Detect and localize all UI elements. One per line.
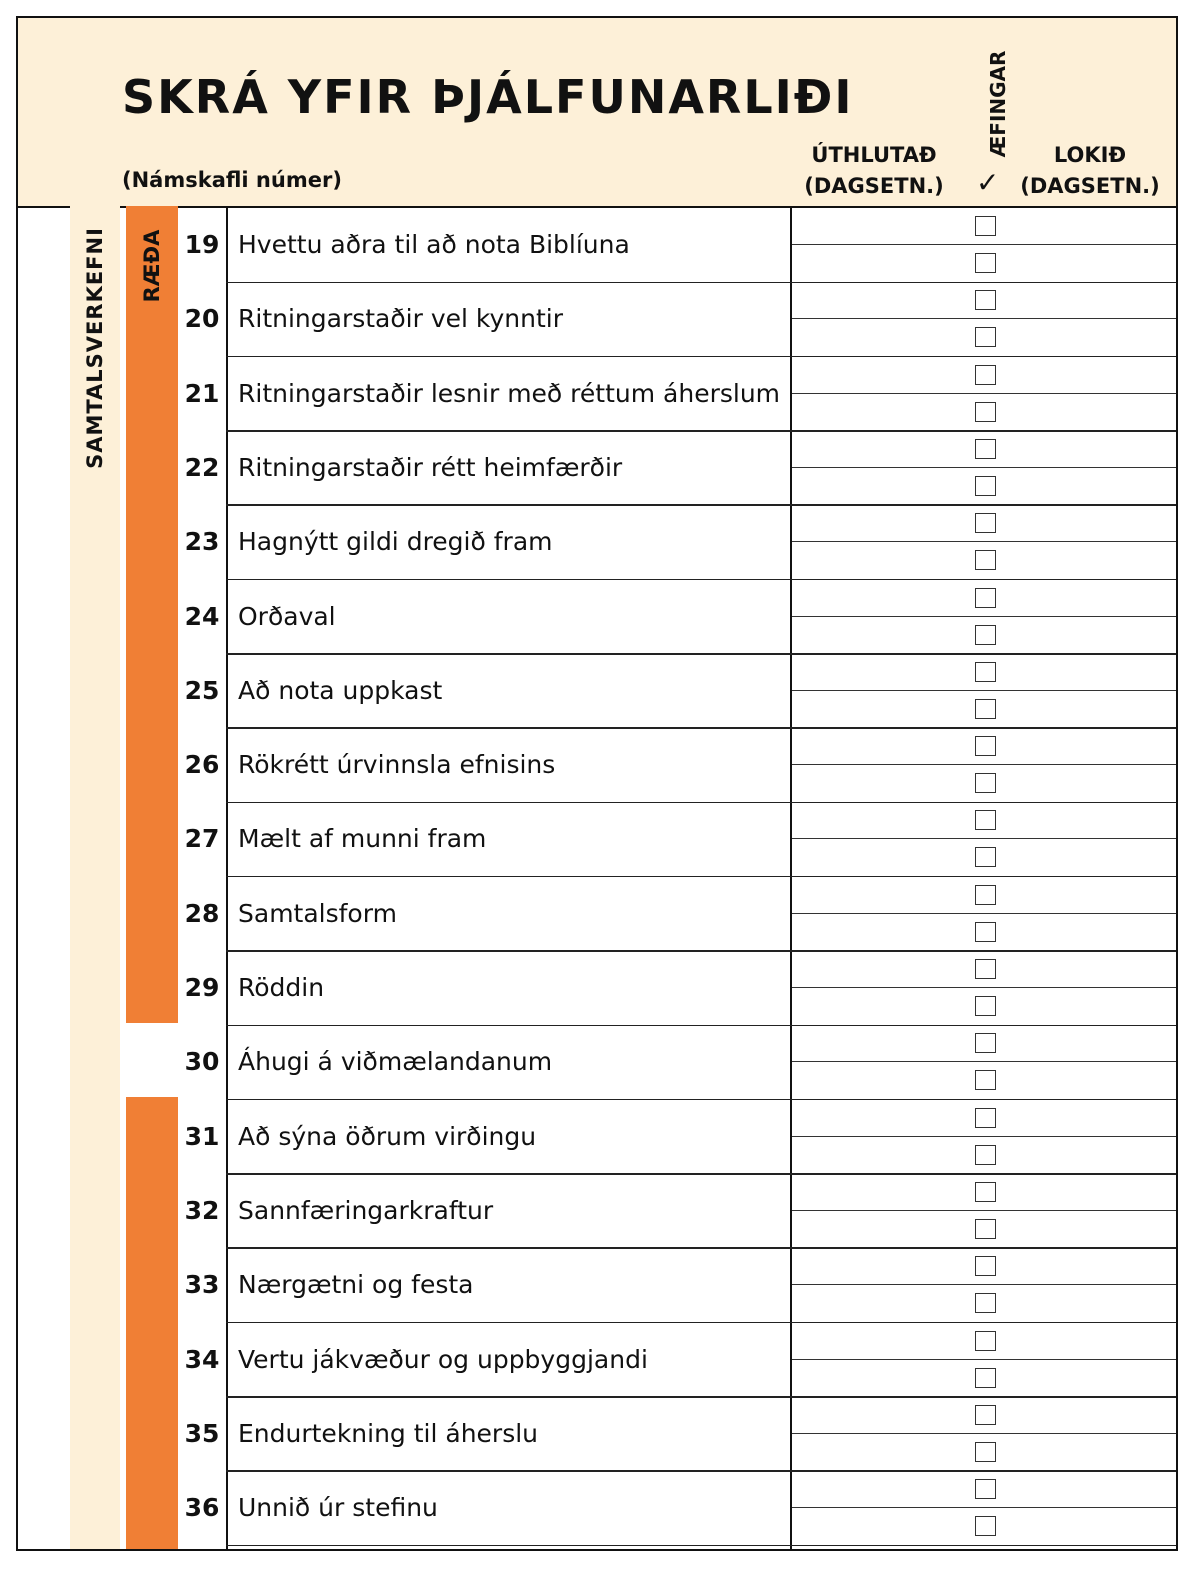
study-title: Vertu jákvæður og uppbyggjandi bbox=[238, 1344, 648, 1374]
study-number: 21 bbox=[184, 378, 220, 408]
study-title: Unnið úr stefinu bbox=[238, 1493, 438, 1523]
column-assigned-unit: (DAGSETN.) bbox=[804, 174, 944, 198]
study-title: Ritningarstaðir lesnir með réttum áherslum bbox=[238, 378, 781, 408]
chapter-number-caption: (Námskafli númer) bbox=[122, 168, 342, 192]
row-half-divider bbox=[792, 1507, 1176, 1508]
practice-checkbox[interactable] bbox=[975, 550, 996, 570]
column-completed-title: LOKIÐ bbox=[1053, 143, 1127, 167]
practice-checkbox[interactable] bbox=[975, 1442, 996, 1462]
practice-checkbox[interactable] bbox=[975, 1182, 996, 1202]
study-number: 33 bbox=[184, 1270, 220, 1300]
practice-checkbox[interactable] bbox=[975, 439, 996, 459]
table-row bbox=[178, 951, 1176, 1025]
study-title: Endurtekning til áherslu bbox=[238, 1418, 539, 1448]
column-practice-title: ÆFINGAR bbox=[986, 50, 1010, 158]
study-number: 30 bbox=[184, 1047, 220, 1077]
study-number: 35 bbox=[184, 1418, 220, 1448]
study-title: Að sýna öðrum virðingu bbox=[238, 1121, 537, 1151]
practice-checkbox[interactable] bbox=[975, 922, 996, 942]
practice-checkbox[interactable] bbox=[975, 959, 996, 979]
practice-checkbox[interactable] bbox=[975, 253, 996, 273]
practice-checkbox[interactable] bbox=[975, 1479, 996, 1499]
table-row bbox=[178, 1025, 1176, 1099]
column-completed-unit: (DAGSETN.) bbox=[1020, 174, 1160, 198]
row-half-divider bbox=[792, 1359, 1176, 1360]
practice-checkbox[interactable] bbox=[975, 885, 996, 905]
practice-checkbox[interactable] bbox=[975, 996, 996, 1016]
study-title: Hagnýtt gildi dregið fram bbox=[238, 527, 553, 557]
table-row bbox=[178, 1174, 1176, 1248]
table-row bbox=[178, 431, 1176, 505]
table-row bbox=[178, 208, 1176, 282]
study-title: Mælt af munni fram bbox=[238, 824, 487, 854]
study-title: Ritningarstaðir vel kynntir bbox=[238, 304, 563, 334]
study-title: Sannfæringarkraftur bbox=[238, 1195, 494, 1225]
row-half-divider bbox=[792, 1284, 1176, 1285]
row-half-divider bbox=[792, 764, 1176, 765]
column-completed-date-header bbox=[1018, 140, 1162, 202]
study-number: 22 bbox=[184, 452, 220, 482]
practice-checkbox[interactable] bbox=[975, 1368, 996, 1388]
row-half-divider bbox=[792, 690, 1176, 691]
practice-checkbox[interactable] bbox=[975, 1331, 996, 1351]
table-row bbox=[178, 282, 1176, 356]
table-row bbox=[178, 1100, 1176, 1174]
practice-checkbox[interactable] bbox=[975, 290, 996, 310]
study-title: Orðaval bbox=[238, 601, 336, 631]
row-half-divider bbox=[792, 1210, 1176, 1211]
practice-checkbox[interactable] bbox=[975, 810, 996, 830]
study-number: 34 bbox=[184, 1344, 220, 1374]
study-number: 25 bbox=[184, 675, 220, 705]
study-number: 20 bbox=[184, 304, 220, 334]
talk-category-band bbox=[126, 206, 178, 1023]
row-half-divider bbox=[792, 987, 1176, 988]
table-row bbox=[178, 728, 1176, 802]
study-title: Samtalsform bbox=[238, 898, 397, 928]
practice-checkbox[interactable] bbox=[975, 1293, 996, 1313]
study-number: 32 bbox=[184, 1195, 220, 1225]
table-row bbox=[178, 1323, 1176, 1397]
table-row bbox=[178, 505, 1176, 579]
practice-checkbox[interactable] bbox=[975, 1405, 996, 1425]
row-half-divider bbox=[792, 467, 1176, 468]
row-half-divider bbox=[792, 393, 1176, 394]
study-number: 29 bbox=[184, 973, 220, 1002]
table-row bbox=[178, 877, 1176, 951]
practice-checkbox[interactable] bbox=[975, 588, 996, 608]
row-half-divider bbox=[792, 838, 1176, 839]
practice-checkbox[interactable] bbox=[975, 513, 996, 533]
row-divider bbox=[226, 1545, 1176, 1547]
practice-checkbox[interactable] bbox=[975, 847, 996, 867]
row-half-divider bbox=[792, 541, 1176, 542]
row-half-divider bbox=[792, 318, 1176, 319]
practice-checkbox[interactable] bbox=[975, 327, 996, 347]
study-title: Að nota uppkast bbox=[238, 675, 443, 705]
study-title: Áhugi á viðmælandanum bbox=[238, 1047, 553, 1077]
practice-checkbox[interactable] bbox=[975, 1256, 996, 1276]
table-row bbox=[178, 580, 1176, 654]
study-title: Ritningarstaðir rétt heimfærðir bbox=[238, 452, 623, 482]
practice-checkbox[interactable] bbox=[975, 1070, 996, 1090]
practice-checkbox[interactable] bbox=[975, 1516, 996, 1536]
study-title: Röddin bbox=[238, 973, 325, 1002]
conversation-category-label: SAMTALSVERKEFNI bbox=[83, 227, 107, 469]
study-number: 31 bbox=[184, 1121, 220, 1151]
row-half-divider bbox=[792, 616, 1176, 617]
table-row bbox=[178, 1248, 1176, 1322]
row-half-divider bbox=[792, 244, 1176, 245]
training-record-form bbox=[16, 16, 1178, 1551]
study-title: Hvettu aðra til að nota Biblíuna bbox=[238, 230, 630, 259]
study-number: 36 bbox=[184, 1493, 220, 1523]
talk-category-band-lower bbox=[126, 1097, 178, 1549]
study-title: Nærgætni og festa bbox=[238, 1270, 474, 1300]
column-assigned-title: ÚTHLUTAÐ bbox=[811, 143, 937, 167]
table-row bbox=[178, 1471, 1176, 1545]
practice-checkbox[interactable] bbox=[975, 662, 996, 682]
practice-checkbox[interactable] bbox=[975, 402, 996, 422]
practice-checkbox[interactable] bbox=[975, 1145, 996, 1165]
column-assigned-date-header bbox=[800, 140, 948, 202]
study-number: 27 bbox=[184, 824, 220, 854]
practice-checkbox[interactable] bbox=[975, 1108, 996, 1128]
table-row bbox=[178, 802, 1176, 876]
checkmark-icon: ✓ bbox=[976, 166, 1000, 199]
practice-checkbox[interactable] bbox=[975, 736, 996, 756]
practice-checkbox[interactable] bbox=[975, 625, 996, 645]
study-number: 24 bbox=[184, 601, 220, 631]
table-row bbox=[178, 357, 1176, 431]
conversation-category-band bbox=[70, 206, 120, 1549]
study-number: 23 bbox=[184, 527, 220, 557]
practice-checkbox[interactable] bbox=[975, 699, 996, 719]
row-half-divider bbox=[792, 913, 1176, 914]
practice-checkbox[interactable] bbox=[975, 216, 996, 236]
column-practice-header bbox=[983, 52, 1013, 156]
row-half-divider bbox=[792, 1433, 1176, 1434]
practice-checkbox[interactable] bbox=[975, 773, 996, 793]
form-header bbox=[18, 18, 1176, 208]
study-title: Rökrétt úrvinnsla efnisins bbox=[238, 750, 556, 780]
practice-checkbox[interactable] bbox=[975, 476, 996, 496]
study-number: 26 bbox=[184, 750, 220, 780]
page-title: SKRÁ YFIR ÞJÁLFUNARLIÐI bbox=[122, 70, 854, 124]
talk-category-label: RÆÐA bbox=[140, 229, 164, 303]
table-row bbox=[178, 654, 1176, 728]
row-half-divider bbox=[792, 1136, 1176, 1137]
table-row bbox=[178, 1397, 1176, 1471]
practice-checkbox[interactable] bbox=[975, 365, 996, 385]
row-half-divider bbox=[792, 1061, 1176, 1062]
study-number: 19 bbox=[184, 230, 220, 259]
study-number: 28 bbox=[184, 898, 220, 928]
practice-checkbox[interactable] bbox=[975, 1033, 996, 1053]
practice-checkbox[interactable] bbox=[975, 1219, 996, 1239]
